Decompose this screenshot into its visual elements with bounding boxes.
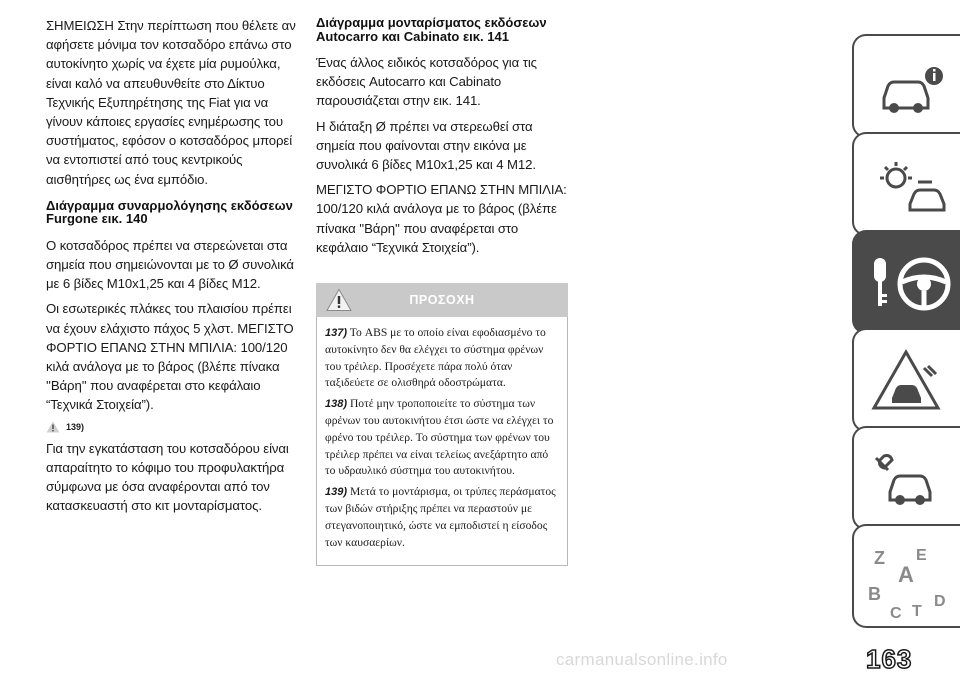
paragraph-fixing: Ο κοτσαδόρος πρέπει να στερεώνεται στα σημεία που σημειώνονται με το Ø συνολικά με 6 βίδες M10x1,25 και 4 βίδες M12. — [46, 237, 294, 292]
tech-data-icon — [854, 526, 960, 630]
svg-text:E: E — [916, 547, 927, 564]
tab-servicing[interactable] — [852, 426, 960, 530]
warning-reference — [46, 421, 304, 433]
paragraph-plates: Οι εσωτερικές πλάκες του πλαισίου πρέπει να έχουν ελάχιστο πάχος 5 χλστ. ΜΕΓΙΣΤΟ ΦΟΡΤΙΟ ΕΠΑΝΩ ΣΤΗΝ ΜΠΙΛΙΑ: 100/120 κιλά ανάλογα με το βάρος (βλέπε πίνακα ''Βάρη'' που αναφέρεται στο κεφάλαιο “Τεχνικά Στοιχεία”). — [46, 301, 294, 413]
warning-note — [325, 484, 559, 551]
warning-note — [325, 396, 559, 480]
svg-text:C: C — [890, 605, 902, 622]
warning-note-text: Μετά το μοντάρισμα, οι τρύπες περάσματος των βιδών στήριξης πρέπει να περαστούν με στεγανοποιητικό, ώστε να εμποδιστεί η είσοδος των καυσαερίων. — [325, 485, 556, 549]
svg-text:B: B — [868, 584, 881, 604]
tab-dashboard-lights[interactable] — [852, 132, 960, 236]
svg-text:Z: Z — [874, 548, 885, 568]
warning-note — [325, 325, 559, 392]
warning-body — [316, 317, 568, 566]
watermark: carmanualsonline.info — [556, 650, 728, 669]
tab-technical-data[interactable] — [852, 524, 960, 628]
warning-reference-number: 139) — [66, 421, 85, 432]
svg-text:T: T — [912, 603, 922, 620]
paragraph-bumper: Για την εγκατάσταση του κοτσαδόρου είναι απαραίτητο το κόφιμο του προφυλακτήρα σύμφωνα με όσα αναφέρονται από τον κατασκευαστή στο κιτ μονταρίσματος. — [46, 440, 289, 514]
svg-text:D: D — [934, 593, 946, 610]
paragraph-special-hitch: Ένας άλλος ειδικός κοτσαδόρος για τις εκδόσεις Autocarro και Cabinato παρουσιάζεται στην εικ. 141. — [316, 55, 537, 109]
warning-triangle-icon — [326, 288, 352, 312]
warning-triangle-icon — [854, 330, 960, 434]
warning-note-text: Ποτέ μην τροποποιείτε το σύστημα των φρένων του αυτοκινήτου έτσι ώστε να ελέγχει το φρένο του τρέιλερ. Το σύστημα των φρένων του τρέιλερ πρέπει να είναι τελείως ανεξάρτητο από το υδραυλικό σύστημα του αυτοκινήτου. — [325, 397, 554, 478]
dashboard-lights-icon — [854, 134, 960, 238]
left-column — [46, 16, 304, 521]
warning-header — [316, 283, 568, 317]
warning-note-number: 137) — [325, 327, 348, 340]
tab-starting-driving[interactable] — [852, 230, 960, 334]
warning-small-icon — [46, 421, 60, 433]
section-heading-furgone: Διάγραμμα συναρμολόγησης εκδόσεων Furgone εικ. 140 — [46, 197, 293, 227]
warning-note-number: 138) — [325, 398, 348, 411]
car-service-icon — [854, 428, 960, 532]
warning-box — [316, 283, 568, 566]
page-number: 163 — [866, 644, 913, 674]
key-steering-icon — [854, 232, 960, 336]
section-heading-autocarro: Διάγραμμα μονταρίσματος εκδόσεων Autocarro και Cabinato εικ. 141 — [316, 15, 547, 44]
paragraph-arrangement: Η διάταξη Ø πρέπει να στερεωθεί στα σημεία που φαίνονται στην εικόνα με συνολικά 6 βίδες M10x1,25 και 4 M12. — [316, 118, 536, 173]
paragraph-max-load: ΜΕΓΙΣΤΟ ΦΟΡΤΙΟ ΕΠΑΝΩ ΣΤΗΝ ΜΠΙΛΙΑ: 100/120 κιλά ανάλογα με το βάρος (βλέπε πίνακα ''Βάρη'' που αναφέρεται στο κεφάλαιο “Τεχνικά Στοιχεία”). — [316, 182, 567, 255]
svg-text:A: A — [898, 562, 914, 587]
tab-emergency[interactable] — [852, 328, 960, 432]
warning-note-text: Το ABS με το οποίο είναι εφοδιασμένο το αυτοκίνητο δεν θα ελέγχει το σύστημα φρένων του τρέιλερ. Προσέχετε πάρα πολύ όταν ταξιδεύετε σε ολισθηρά οδοστρώματα. — [325, 326, 546, 390]
note-paragraph: ΣΗΜΕΙΩΣΗ Στην περίπτωση που θέλετε αν αφήσετε μόνιμα τον κοτσαδόρο επάνω στο αυτοκίνητο χωρίς να έχετε μία ρυμούλκα, είναι καλό να απευθυνθείτε στο Δίκτυο Τεχνικής Εξυπηρέτησης της Fiat για να γίνουν κάποιες εργασίες ενημέρωσης του συστήματος, εφόσον ο κοτσαδόρος μπορεί να εντοπιστεί από τους κεντρικούς αισθητήρες ως ένα εμπόδιο. — [46, 18, 296, 187]
right-column — [316, 16, 570, 566]
warning-note-number: 139) — [325, 486, 348, 499]
car-info-icon — [854, 36, 960, 140]
tab-car-info[interactable] — [852, 34, 960, 138]
chapter-tabs — [852, 34, 960, 641]
warning-title: ΠΡΟΣΟΧΗ — [409, 293, 475, 308]
